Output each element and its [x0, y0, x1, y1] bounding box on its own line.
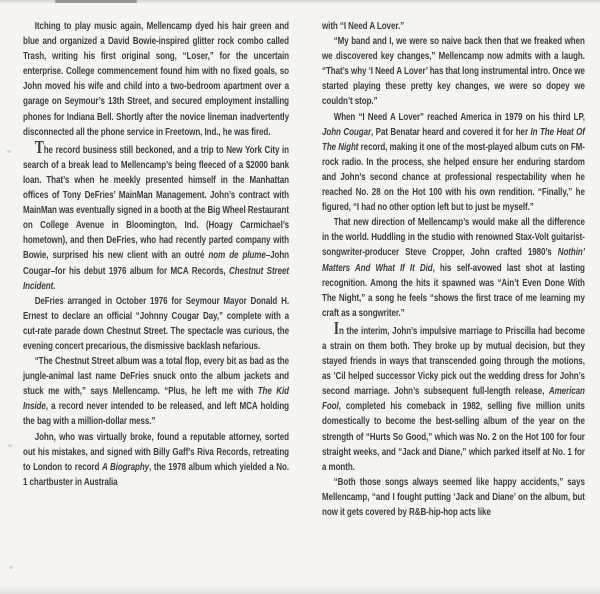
- scan-speck: [8, 444, 12, 447]
- body-text: , his self-avowed last shot at lasting recognition. Among the hits it spawned was “Ain’t Even Done With The Night,” a song he feels “shows the first trace of me learning my craft as a songwriter.”: [322, 262, 585, 319]
- paragraph: [23, 430, 289, 490]
- body-text: That new direction of Mellencamp’s would make all the difference in the world. Huddling in the studio with renowned Stax-Volt guitarist-songwriter-producer Steve Cropper, John crafted 1980’s: [322, 217, 585, 259]
- body-text: , a record never intended to be released, and left MCA holding the bag with a million-dollar mess.”: [23, 401, 289, 428]
- paragraph: [322, 34, 585, 109]
- text-column-left-content: [23, 19, 289, 490]
- italic-title-text: The Kid Inside: [23, 386, 289, 413]
- italic-title-text: American Fool: [322, 386, 585, 413]
- body-text: “Both those songs always seemed like happy accidents,” says Mellencamp, “and I fought putting ‘Jack and Diane’ on the album, but now it gets covered by R&B-hip-hop acts like: [322, 476, 585, 518]
- paragraph: [23, 136, 289, 294]
- body-text: , Pat Benatar heard and covered it for her: [371, 126, 531, 138]
- body-text: “The Chestnut Street album was a total flop, every bit as bad as the jungle-animal last name DeFries snuck onto the album jackets and stuck me with,” says Mellencamp. “Plus, he left me with: [23, 356, 289, 398]
- italic-title-text: John Cougar: [322, 126, 372, 138]
- scan-speck: [9, 566, 13, 569]
- italic-title-text: nom de plume: [208, 250, 266, 262]
- body-text: “My band and I, we were so naive back then that we freaked when we discovered key changes,” Mellencamp now admits with a laugh. “That’s why ‘I Need A Lover’ has that long instrumental intro. Once we started playing these pretty key changes, we were so dopey we couldn’t stop.”: [322, 36, 585, 108]
- body-text: When “I Need A Lover” reached America in 1979 on his third LP,: [333, 111, 585, 123]
- body-text: –John Cougar–for his debut 1976 album for MCA Records,: [23, 250, 289, 277]
- body-text: DeFries arranged in October 1976 for Seymour Mayor Donald H. Ernest to declare an official “Johnny Cougar Day,” complete with a cut-rate parade down Chestnut Street. The spectacle was curious, the evening concert precarious, the dismissive backlash nefarious.: [23, 295, 289, 352]
- initial-capital: T: [34, 136, 44, 157]
- body-text: he record business still beckoned, and a trip to New York City in search of a break lead to Mellencamp’s being fleeced of a $2000 bank loan. That’s when he meekly presented himself in the Manhattan offices of Tony DeFries’ MainMan Management. John’s contract with MainMan was eventually signed in a booth at the Big Wheel Restaurant on College Avenue in Bloomington, Ind. (Hoagy Carmichael’s hometown), and then DeFries, who had recently parted company with Bowie, surprised his new client with an outré: [23, 144, 289, 262]
- scan-edge-bottom: [0, 586, 600, 594]
- paragraph: [322, 215, 585, 321]
- scan-speck: [7, 150, 11, 153]
- body-text: , completed his comeback in 1982, selling five million units domestically to become the best-selling album of the year on the strength of “Hurts So Good,” which was No. 2 on the Hot 100 for four straight weeks, and “Jack and Diane,” which parked itself at No. 1 for a month.: [322, 401, 585, 473]
- paragraph: [322, 19, 585, 34]
- italic-title-text: In The Heat Of The Night: [322, 126, 585, 153]
- body-text: Itching to play music again, Mellencamp dyed his hair green and blue and organized a David Bowie-inspired glitter rock combo called Trash, writing his first original song, “Loser,” for the uncertain enterprise. College commencement found him with no fixed goals, so John moved his wife and child into a two-bedroom apartment over a garage on Seymour’s 13th Street, and secured employment installing phones for Indiana Bell. Shortly after the novice lineman inadvertently disconnected all the phone service in Freetown, Ind., he was fired.: [23, 21, 289, 138]
- body-text: record, making it one of the most-played album cuts on FM-rock radio. In the process, she helped ensure her enduring stardom and John’s second chance at professional respectability when he reached No. 28 on the Hot 100 with his own rendition. “Finally,” he figured, “I had no other option left but to just be myself.”: [322, 141, 585, 214]
- text-column-right-content: [322, 19, 585, 520]
- text-column-right: [322, 19, 585, 520]
- body-text: .: [53, 280, 56, 292]
- text-column-left: [23, 19, 289, 490]
- italic-title-text: Chestnut Street Incident: [23, 265, 289, 292]
- paragraph: [23, 354, 289, 429]
- paragraph: [322, 110, 585, 216]
- paragraph: [23, 294, 289, 354]
- body-text: John, who was virtually broke, found a reputable attorney, sorted out his mistakes, and signed with Billy Gaff’s Riva Records, retreating to London to record: [23, 431, 289, 473]
- italic-title-text: A Biography: [101, 461, 150, 473]
- italic-title-text: Nothin’ Matters And What If It Did: [322, 247, 585, 274]
- paragraph: [322, 317, 585, 475]
- paragraph: [23, 19, 289, 140]
- body-text: , the 1978 album which yielded a No. 1 chartbuster in Australia: [23, 461, 289, 488]
- body-text: n the interim, John’s impulsive marriage to Priscilla had become a strain on them both. They broke up by mutual decision, but they stayed friends in ways that transcended going through the motions, as ’Cil helped successor Vicky pick out the wedding dress for John’s second marriage. John’s subsequent full-length release,: [322, 325, 585, 398]
- paragraph: [322, 475, 585, 520]
- body-text: with “I Need A Lover.”: [322, 21, 405, 32]
- scan-artifact-mark: [55, 0, 137, 3]
- initial-capital: I: [333, 317, 339, 338]
